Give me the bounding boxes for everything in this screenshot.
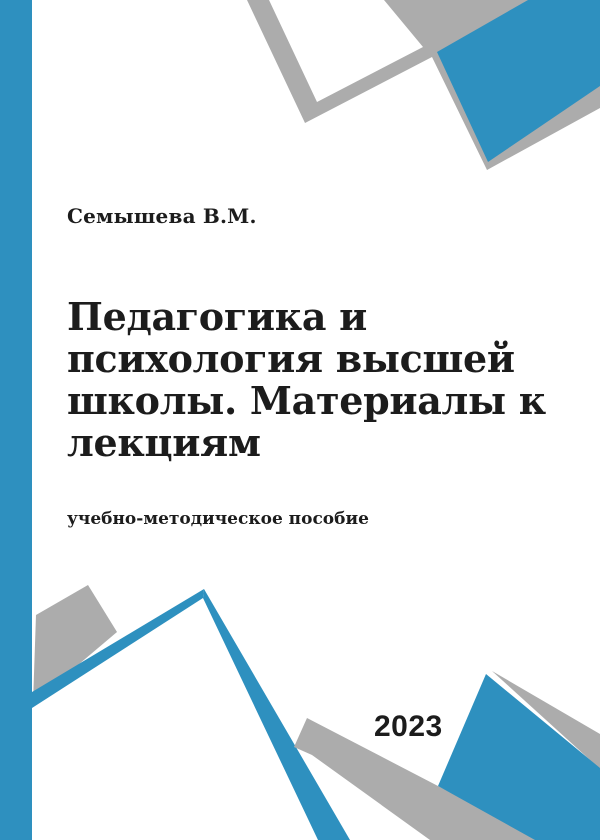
subtitle: учебно-методическое пособие [67,509,369,529]
book-title-line: школы. Материалы к [67,378,546,423]
mountain-right-stroke [203,589,350,840]
author-name: Семышева В.М. [67,204,257,228]
book-title [67,296,547,464]
left-accent-bar [0,0,32,840]
book-title-line: психология высшей [67,336,515,381]
book-title-line: Педагогика и [67,294,367,339]
book-title-line: лекциям [67,420,261,465]
year-label: 2023 [374,710,443,743]
